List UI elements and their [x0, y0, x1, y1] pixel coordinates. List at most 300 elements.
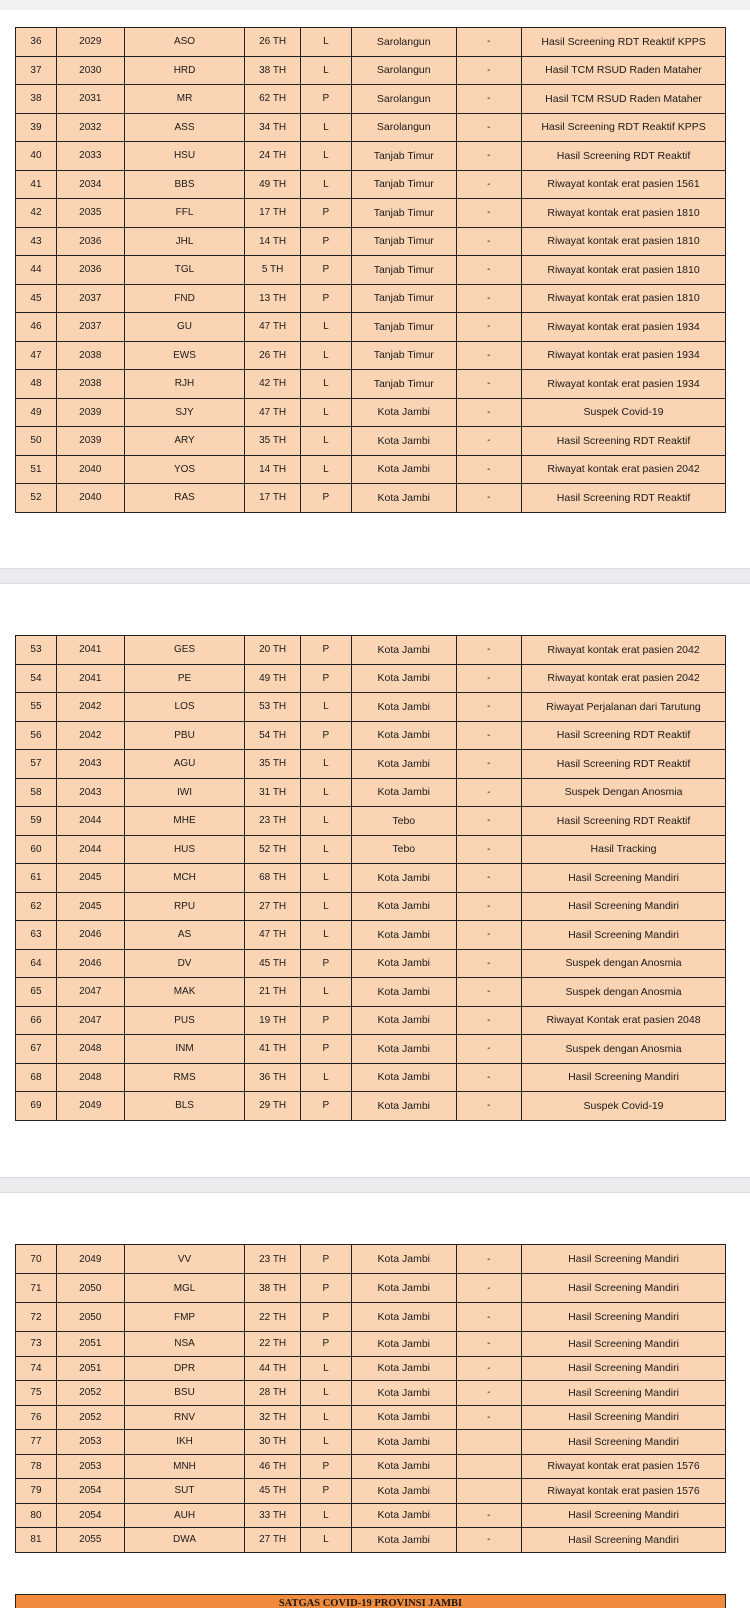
col-initials: DWA [124, 1528, 245, 1553]
col-no: 65 [16, 978, 57, 1007]
col-travel: - [456, 113, 522, 142]
col-initials: RAS [124, 484, 245, 513]
col-region: Kota Jambi [352, 427, 457, 456]
col-age: 36 TH [245, 1063, 300, 1092]
col-initials: MR [124, 85, 245, 114]
col-sex: L [300, 864, 351, 893]
col-case-id: 2042 [56, 693, 124, 722]
col-case-id: 2046 [56, 921, 124, 950]
col-initials: VV [124, 1245, 245, 1274]
table-row [16, 170, 726, 199]
col-travel: - [456, 170, 522, 199]
col-initials: TGL [124, 256, 245, 285]
table-row [16, 1528, 726, 1553]
col-no: 52 [16, 484, 57, 513]
col-initials: DV [124, 949, 245, 978]
col-sex: L [300, 1381, 351, 1406]
col-sex: P [300, 1303, 351, 1332]
col-sex: P [300, 1092, 351, 1121]
col-initials: DPR [124, 1356, 245, 1381]
col-sex: L [300, 778, 351, 807]
col-region: Kota Jambi [352, 864, 457, 893]
col-age: 17 TH [245, 199, 300, 228]
col-age: 34 TH [245, 113, 300, 142]
table-row [16, 949, 726, 978]
col-no: 68 [16, 1063, 57, 1092]
table-row [16, 1430, 726, 1455]
col-no: 54 [16, 664, 57, 693]
col-case-id: 2029 [56, 28, 124, 57]
col-region: Kota Jambi [352, 1006, 457, 1035]
col-region: Kota Jambi [352, 721, 457, 750]
col-region: Tanjab Timur [352, 170, 457, 199]
case-table-page-3 [15, 1244, 726, 1553]
col-region: Kota Jambi [352, 398, 457, 427]
col-case-id: 2048 [56, 1063, 124, 1092]
col-age: 49 TH [245, 664, 300, 693]
col-travel: - [456, 398, 522, 427]
col-case-id: 2037 [56, 284, 124, 313]
table-row [16, 1035, 726, 1064]
col-region: Kota Jambi [352, 1356, 457, 1381]
col-travel: - [456, 56, 522, 85]
col-description: Hasil Screening Mandiri [522, 1356, 726, 1381]
col-age: 30 TH [245, 1430, 300, 1455]
col-region: Kota Jambi [352, 921, 457, 950]
col-description: Riwayat kontak erat pasien 1810 [522, 227, 726, 256]
col-travel: - [456, 1274, 522, 1303]
col-sex: L [300, 313, 351, 342]
col-case-id: 2051 [56, 1356, 124, 1381]
col-travel: - [456, 1006, 522, 1035]
col-no: 81 [16, 1528, 57, 1553]
col-description: Hasil Screening Mandiri [522, 1303, 726, 1332]
col-age: 14 TH [245, 455, 300, 484]
table-row [16, 664, 726, 693]
col-age: 21 TH [245, 978, 300, 1007]
col-no: 46 [16, 313, 57, 342]
col-initials: RNV [124, 1405, 245, 1430]
col-sex: L [300, 1503, 351, 1528]
col-age: 5 TH [245, 256, 300, 285]
col-initials: HUS [124, 835, 245, 864]
col-sex: L [300, 1356, 351, 1381]
col-no: 76 [16, 1405, 57, 1430]
col-description: Hasil Tracking [522, 835, 726, 864]
col-age: 52 TH [245, 835, 300, 864]
col-region: Tanjab Timur [352, 313, 457, 342]
col-no: 74 [16, 1356, 57, 1381]
col-no: 42 [16, 199, 57, 228]
col-sex: L [300, 398, 351, 427]
col-sex: P [300, 664, 351, 693]
col-case-id: 2047 [56, 978, 124, 1007]
col-region: Kota Jambi [352, 1245, 457, 1274]
col-description: Hasil Screening RDT Reaktif [522, 750, 726, 779]
col-sex: L [300, 921, 351, 950]
col-case-id: 2044 [56, 835, 124, 864]
col-no: 67 [16, 1035, 57, 1064]
col-case-id: 2046 [56, 949, 124, 978]
col-sex: P [300, 85, 351, 114]
col-no: 62 [16, 892, 57, 921]
col-sex: L [300, 142, 351, 171]
col-travel: - [456, 142, 522, 171]
col-travel: - [456, 835, 522, 864]
col-age: 41 TH [245, 1035, 300, 1064]
col-case-id: 2053 [56, 1430, 124, 1455]
col-region: Kota Jambi [352, 978, 457, 1007]
col-case-id: 2033 [56, 142, 124, 171]
col-travel: - [456, 370, 522, 399]
table-row [16, 1092, 726, 1121]
col-no: 55 [16, 693, 57, 722]
col-description: Hasil Screening Mandiri [522, 1405, 726, 1430]
col-description: Riwayat kontak erat pasien 2042 [522, 636, 726, 665]
col-initials: NSA [124, 1332, 245, 1357]
table-row [16, 1274, 726, 1303]
col-sex: P [300, 1006, 351, 1035]
col-case-id: 2051 [56, 1332, 124, 1357]
col-travel: - [456, 664, 522, 693]
table-row [16, 1454, 726, 1479]
col-travel: - [456, 455, 522, 484]
col-no: 77 [16, 1430, 57, 1455]
col-initials: IWI [124, 778, 245, 807]
col-no: 50 [16, 427, 57, 456]
table-row [16, 28, 726, 57]
col-description: Hasil Screening Mandiri [522, 892, 726, 921]
col-travel: - [456, 256, 522, 285]
table-row [16, 1006, 726, 1035]
col-region: Sarolangun [352, 28, 457, 57]
col-case-id: 2037 [56, 313, 124, 342]
table-row [16, 892, 726, 921]
col-sex: L [300, 1528, 351, 1553]
col-region: Kota Jambi [352, 1430, 457, 1455]
table-row [16, 313, 726, 342]
col-no: 63 [16, 921, 57, 950]
col-description: Hasil TCM RSUD Raden Mataher [522, 56, 726, 85]
col-age: 20 TH [245, 636, 300, 665]
col-initials: MGL [124, 1274, 245, 1303]
col-region: Kota Jambi [352, 949, 457, 978]
col-age: 47 TH [245, 313, 300, 342]
col-sex: P [300, 1274, 351, 1303]
table-row [16, 227, 726, 256]
col-initials: RMS [124, 1063, 245, 1092]
col-no: 44 [16, 256, 57, 285]
table-row [16, 1332, 726, 1357]
col-initials: RPU [124, 892, 245, 921]
col-initials: INM [124, 1035, 245, 1064]
col-no: 57 [16, 750, 57, 779]
col-description: Suspek Covid-19 [522, 1092, 726, 1121]
table-row [16, 807, 726, 836]
col-travel: - [456, 864, 522, 893]
col-no: 47 [16, 341, 57, 370]
col-age: 13 TH [245, 284, 300, 313]
col-description: Riwayat kontak erat pasien 1934 [522, 370, 726, 399]
col-travel: - [456, 892, 522, 921]
col-travel [456, 1430, 522, 1455]
col-no: 59 [16, 807, 57, 836]
col-region: Sarolangun [352, 85, 457, 114]
col-no: 69 [16, 1092, 57, 1121]
col-no: 53 [16, 636, 57, 665]
col-description: Riwayat kontak erat pasien 1810 [522, 199, 726, 228]
table-row [16, 284, 726, 313]
col-travel: - [456, 284, 522, 313]
col-case-id: 2052 [56, 1381, 124, 1406]
col-region: Kota Jambi [352, 1479, 457, 1504]
col-travel: - [456, 1405, 522, 1430]
col-initials: GU [124, 313, 245, 342]
col-age: 42 TH [245, 370, 300, 399]
table-row [16, 693, 726, 722]
col-description: Hasil Screening Mandiri [522, 1381, 726, 1406]
col-sex: P [300, 949, 351, 978]
col-case-id: 2036 [56, 227, 124, 256]
table-row [16, 1503, 726, 1528]
col-age: 53 TH [245, 693, 300, 722]
table-row [16, 864, 726, 893]
col-no: 51 [16, 455, 57, 484]
table-row [16, 113, 726, 142]
col-age: 26 TH [245, 28, 300, 57]
col-region: Kota Jambi [352, 1035, 457, 1064]
col-region: Kota Jambi [352, 1405, 457, 1430]
table-row [16, 1303, 726, 1332]
col-description: Hasil TCM RSUD Raden Mataher [522, 85, 726, 114]
table-row [16, 978, 726, 1007]
col-description: Hasil Screening RDT Reaktif [522, 807, 726, 836]
col-case-id: 2032 [56, 113, 124, 142]
col-travel: - [456, 484, 522, 513]
col-initials: HRD [124, 56, 245, 85]
col-travel [456, 1454, 522, 1479]
col-case-id: 2048 [56, 1035, 124, 1064]
col-no: 40 [16, 142, 57, 171]
col-region: Kota Jambi [352, 1454, 457, 1479]
col-travel: - [456, 721, 522, 750]
col-case-id: 2030 [56, 56, 124, 85]
col-initials: HSU [124, 142, 245, 171]
col-region: Tanjab Timur [352, 284, 457, 313]
col-age: 62 TH [245, 85, 300, 114]
col-initials: SUT [124, 1479, 245, 1504]
page-separator [0, 568, 750, 584]
col-description: Hasil Screening RDT Reaktif [522, 721, 726, 750]
col-case-id: 2041 [56, 664, 124, 693]
col-region: Tanjab Timur [352, 341, 457, 370]
col-sex: L [300, 56, 351, 85]
col-region: Kota Jambi [352, 455, 457, 484]
col-region: Kota Jambi [352, 778, 457, 807]
col-travel: - [456, 750, 522, 779]
col-region: Tanjab Timur [352, 256, 457, 285]
col-region: Kota Jambi [352, 693, 457, 722]
col-sex: L [300, 28, 351, 57]
col-no: 80 [16, 1503, 57, 1528]
col-sex: L [300, 693, 351, 722]
satgas-footer-banner: SATGAS COVID-19 PROVINSI JAMBI [15, 1594, 726, 1608]
col-sex: L [300, 370, 351, 399]
col-age: 14 TH [245, 227, 300, 256]
col-description: Hasil Screening RDT Reaktif [522, 484, 726, 513]
col-case-id: 2039 [56, 398, 124, 427]
col-description: Suspek dengan Anosmia [522, 978, 726, 1007]
col-sex: L [300, 341, 351, 370]
col-description: Riwayat Kontak erat pasien 2048 [522, 1006, 726, 1035]
col-age: 19 TH [245, 1006, 300, 1035]
col-travel: - [456, 693, 522, 722]
col-description: Hasil Screening RDT Reaktif [522, 427, 726, 456]
col-sex: P [300, 1332, 351, 1357]
col-initials: PBU [124, 721, 245, 750]
col-description: Hasil Screening Mandiri [522, 1430, 726, 1455]
col-no: 66 [16, 1006, 57, 1035]
col-sex: L [300, 1063, 351, 1092]
table-row [16, 778, 726, 807]
col-initials: RJH [124, 370, 245, 399]
col-no: 49 [16, 398, 57, 427]
col-initials: BLS [124, 1092, 245, 1121]
col-region: Tanjab Timur [352, 199, 457, 228]
col-region: Kota Jambi [352, 664, 457, 693]
col-travel: - [456, 1245, 522, 1274]
table-row [16, 85, 726, 114]
col-case-id: 2034 [56, 170, 124, 199]
col-travel: - [456, 28, 522, 57]
col-description: Suspek Dengan Anosmia [522, 778, 726, 807]
col-age: 28 TH [245, 1381, 300, 1406]
col-no: 64 [16, 949, 57, 978]
col-initials: FMP [124, 1303, 245, 1332]
col-no: 41 [16, 170, 57, 199]
col-age: 35 TH [245, 750, 300, 779]
col-description: Hasil Screening Mandiri [522, 921, 726, 950]
col-travel: - [456, 1356, 522, 1381]
col-age: 49 TH [245, 170, 300, 199]
col-age: 68 TH [245, 864, 300, 893]
table-row [16, 199, 726, 228]
table-row [16, 636, 726, 665]
col-age: 26 TH [245, 341, 300, 370]
col-travel: - [456, 1381, 522, 1406]
col-sex: P [300, 284, 351, 313]
col-no: 61 [16, 864, 57, 893]
col-age: 24 TH [245, 142, 300, 171]
col-initials: JHL [124, 227, 245, 256]
col-age: 22 TH [245, 1332, 300, 1357]
col-region: Tanjab Timur [352, 227, 457, 256]
col-travel: - [456, 341, 522, 370]
col-age: 27 TH [245, 892, 300, 921]
col-no: 43 [16, 227, 57, 256]
col-initials: BSU [124, 1381, 245, 1406]
col-travel: - [456, 978, 522, 1007]
col-description: Suspek Covid-19 [522, 398, 726, 427]
table-row [16, 1063, 726, 1092]
col-no: 37 [16, 56, 57, 85]
col-age: 33 TH [245, 1503, 300, 1528]
col-region: Kota Jambi [352, 1274, 457, 1303]
table-row [16, 142, 726, 171]
col-region: Kota Jambi [352, 1381, 457, 1406]
col-no: 70 [16, 1245, 57, 1274]
col-description: Riwayat kontak erat pasien 1561 [522, 170, 726, 199]
col-initials: EWS [124, 341, 245, 370]
col-sex: L [300, 978, 351, 1007]
col-initials: ASS [124, 113, 245, 142]
table-row [16, 370, 726, 399]
col-sex: L [300, 455, 351, 484]
page-separator [0, 1177, 750, 1193]
col-description: Riwayat kontak erat pasien 1810 [522, 256, 726, 285]
col-travel: - [456, 1528, 522, 1553]
table-row [16, 341, 726, 370]
col-initials: IKH [124, 1430, 245, 1455]
col-sex: L [300, 427, 351, 456]
col-case-id: 2052 [56, 1405, 124, 1430]
col-case-id: 2050 [56, 1274, 124, 1303]
col-no: 60 [16, 835, 57, 864]
col-case-id: 2040 [56, 484, 124, 513]
col-no: 72 [16, 1303, 57, 1332]
col-no: 38 [16, 85, 57, 114]
col-description: Riwayat kontak erat pasien 1576 [522, 1454, 726, 1479]
col-travel: - [456, 1503, 522, 1528]
col-initials: FFL [124, 199, 245, 228]
col-age: 31 TH [245, 778, 300, 807]
col-sex: P [300, 1035, 351, 1064]
col-case-id: 2054 [56, 1479, 124, 1504]
col-description: Hasil Screening RDT Reaktif KPPS [522, 113, 726, 142]
col-description: Suspek dengan Anosmia [522, 1035, 726, 1064]
col-sex: P [300, 227, 351, 256]
col-no: 79 [16, 1479, 57, 1504]
col-case-id: 2042 [56, 721, 124, 750]
col-case-id: 2045 [56, 864, 124, 893]
col-age: 38 TH [245, 56, 300, 85]
col-travel: - [456, 85, 522, 114]
col-case-id: 2041 [56, 636, 124, 665]
col-sex: L [300, 113, 351, 142]
table-row [16, 1356, 726, 1381]
col-sex: L [300, 170, 351, 199]
col-case-id: 2055 [56, 1528, 124, 1553]
col-travel: - [456, 807, 522, 836]
col-initials: SJY [124, 398, 245, 427]
col-travel: - [456, 199, 522, 228]
col-sex: P [300, 636, 351, 665]
col-case-id: 2043 [56, 750, 124, 779]
col-region: Kota Jambi [352, 892, 457, 921]
col-travel: - [456, 1332, 522, 1357]
col-initials: BBS [124, 170, 245, 199]
col-initials: MNH [124, 1454, 245, 1479]
col-age: 23 TH [245, 807, 300, 836]
col-case-id: 2049 [56, 1245, 124, 1274]
col-sex: L [300, 892, 351, 921]
col-description: Riwayat kontak erat pasien 1934 [522, 313, 726, 342]
col-no: 71 [16, 1274, 57, 1303]
col-initials: AUH [124, 1503, 245, 1528]
col-case-id: 2045 [56, 892, 124, 921]
col-no: 48 [16, 370, 57, 399]
col-initials: MCH [124, 864, 245, 893]
